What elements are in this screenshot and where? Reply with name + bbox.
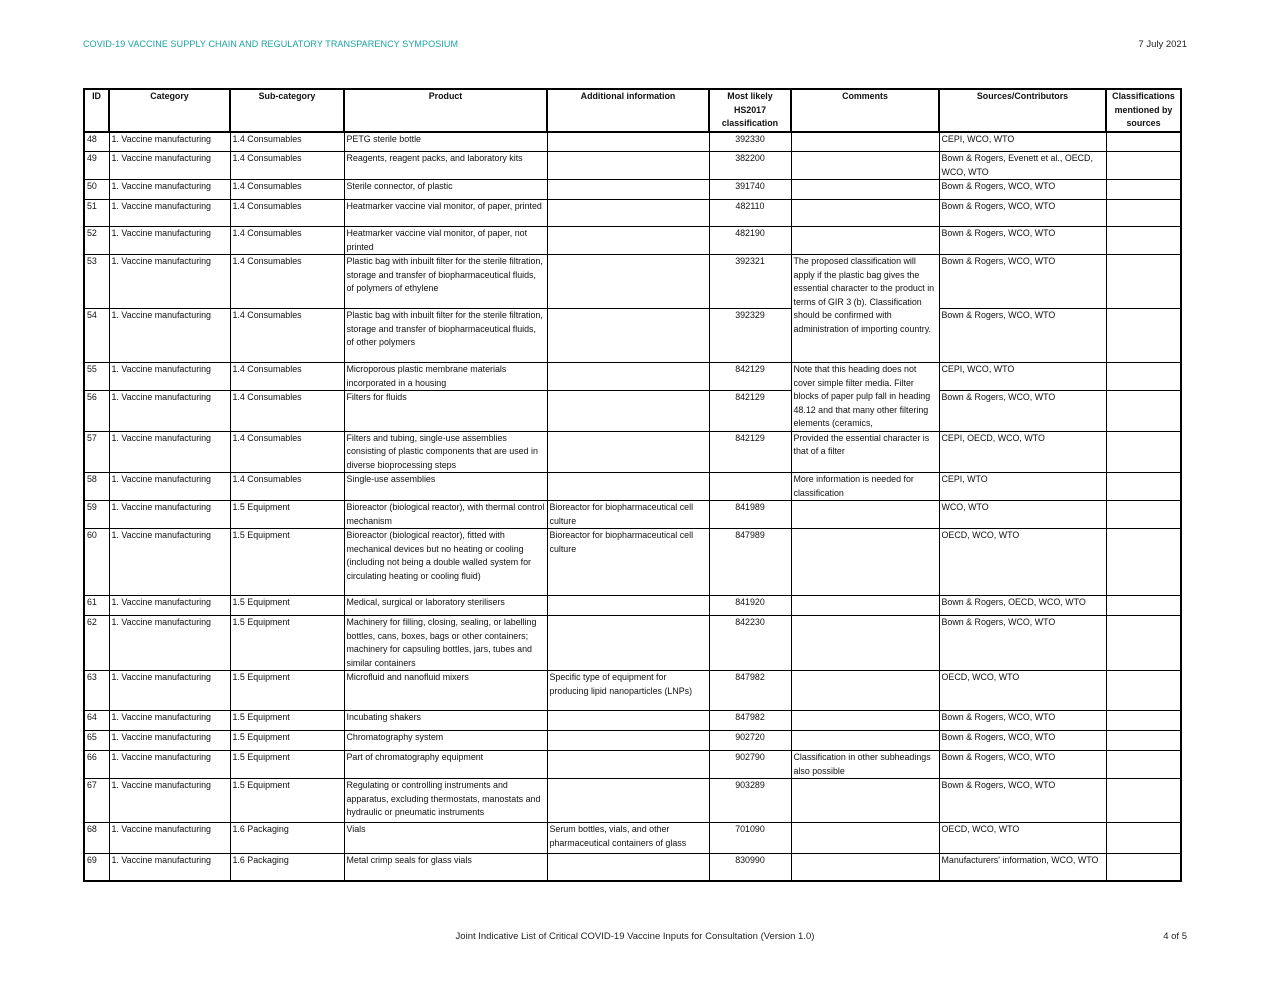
cell-comment: Note that this heading does not cover simple filter media. Filter blocks of paper pulp fall in heading 48.12 and that many other filtering elements (ceramics, — [791, 363, 939, 432]
cell-product: Filters and tubing, single-use assemblies consisting of plastic components that are used in diverse bioprocessing steps — [344, 431, 547, 473]
cell-additional-info — [547, 473, 709, 501]
cell-id: 55 — [84, 363, 109, 391]
cell-classifications — [1106, 309, 1181, 363]
cell-additional-info — [547, 616, 709, 671]
cell-hs-code: 847989 — [709, 529, 791, 596]
cell-comment — [791, 731, 939, 751]
cell-product: Regulating or controlling instruments and apparatus, excluding thermostats, manostats and hydraulic or pneumatic instruments — [344, 779, 547, 823]
cell-subcategory: 1.4 Consumables — [230, 473, 344, 501]
cell-classifications — [1106, 596, 1181, 616]
cell-category: 1. Vaccine manufacturing — [109, 671, 230, 711]
cell-product: Reagents, reagent packs, and laboratory kits — [344, 152, 547, 180]
cell-comment — [791, 823, 939, 854]
cell-comment — [791, 132, 939, 152]
cell-id: 60 — [84, 529, 109, 596]
cell-sources: Bown & Rogers, WCO, WTO — [939, 255, 1106, 309]
cell-additional-info — [547, 596, 709, 616]
cell-category: 1. Vaccine manufacturing — [109, 255, 230, 309]
cell-category: 1. Vaccine manufacturing — [109, 132, 230, 152]
table-header-row — [84, 89, 1181, 132]
cell-additional-info — [547, 309, 709, 363]
col-header-classifications-mentioned: Classifications mentioned by sources — [1106, 89, 1181, 132]
cell-additional-info: Bioreactor for biopharmaceutical cell culture — [547, 501, 709, 529]
table-row — [84, 227, 1181, 255]
cell-comment — [791, 180, 939, 200]
col-header-product: Product — [344, 89, 547, 132]
cell-classifications — [1106, 529, 1181, 596]
cell-hs-code: 842129 — [709, 363, 791, 391]
cell-comment: More information is needed for classification — [791, 473, 939, 501]
cell-subcategory: 1.5 Equipment — [230, 671, 344, 711]
cell-id: 66 — [84, 751, 109, 779]
cell-subcategory: 1.5 Equipment — [230, 779, 344, 823]
cell-hs-code: 841920 — [709, 596, 791, 616]
cell-classifications — [1106, 501, 1181, 529]
cell-additional-info — [547, 180, 709, 200]
cell-classifications — [1106, 823, 1181, 854]
cell-product: Single-use assemblies — [344, 473, 547, 501]
cell-product: Incubating shakers — [344, 711, 547, 731]
cell-sources: CEPI, WCO, WTO — [939, 132, 1106, 152]
table-row — [84, 501, 1181, 529]
cell-category: 1. Vaccine manufacturing — [109, 501, 230, 529]
cell-additional-info — [547, 731, 709, 751]
cell-comment — [791, 227, 939, 255]
running-footer-title: Joint Indicative List of Critical COVID-19 Vaccine Inputs for Consultation (Version 1.0) — [455, 931, 815, 942]
cell-product: Vials — [344, 823, 547, 854]
table-row — [84, 596, 1181, 616]
cell-product: Heatmarker vaccine vial monitor, of paper, printed — [344, 200, 547, 227]
cell-classifications — [1106, 779, 1181, 823]
cell-comment — [791, 152, 939, 180]
cell-category: 1. Vaccine manufacturing — [109, 309, 230, 363]
cell-classifications — [1106, 854, 1181, 881]
col-header-additional-info: Additional information — [547, 89, 709, 132]
cell-additional-info — [547, 132, 709, 152]
cell-classifications — [1106, 255, 1181, 309]
cell-subcategory: 1.4 Consumables — [230, 391, 344, 431]
table-row — [84, 363, 1181, 391]
cell-additional-info — [547, 363, 709, 391]
cell-sources: OECD, WCO, WTO — [939, 529, 1106, 596]
cell-additional-info: Specific type of equipment for producing lipid nanoparticles (LNPs) — [547, 671, 709, 711]
cell-hs-code — [709, 473, 791, 501]
cell-additional-info — [547, 391, 709, 431]
cell-hs-code: 847982 — [709, 711, 791, 731]
cell-hs-code: 842230 — [709, 616, 791, 671]
cell-sources: Bown & Rogers, WCO, WTO — [939, 309, 1106, 363]
table-row — [84, 391, 1181, 431]
cell-classifications — [1106, 431, 1181, 473]
table-row — [84, 854, 1181, 881]
cell-comment: Provided the essential character is that of a filter — [791, 431, 939, 473]
cell-category: 1. Vaccine manufacturing — [109, 391, 230, 431]
cell-hs-code: 902720 — [709, 731, 791, 751]
cell-product: Metal crimp seals for glass vials — [344, 854, 547, 881]
cell-hs-code: 392321 — [709, 255, 791, 309]
page-number: 4 of 5 — [1163, 931, 1187, 942]
cell-additional-info — [547, 751, 709, 779]
cell-id: 59 — [84, 501, 109, 529]
cell-product: Bioreactor (biological reactor), with thermal control mechanism — [344, 501, 547, 529]
cell-subcategory: 1.5 Equipment — [230, 529, 344, 596]
cell-id: 69 — [84, 854, 109, 881]
cell-sources: CEPI, OECD, WCO, WTO — [939, 431, 1106, 473]
cell-id: 63 — [84, 671, 109, 711]
cell-sources: Manufacturers' information, WCO, WTO — [939, 854, 1106, 881]
cell-subcategory: 1.4 Consumables — [230, 227, 344, 255]
cell-sources: Bown & Rogers, WCO, WTO — [939, 180, 1106, 200]
cell-classifications — [1106, 180, 1181, 200]
cell-comment: The proposed classification will apply if the plastic bag gives the essential character to the product in terms of GIR 3 (b). Classification should be confirmed with administration of importing country. — [791, 255, 939, 363]
cell-sources: CEPI, WCO, WTO — [939, 363, 1106, 391]
cell-comment — [791, 711, 939, 731]
cell-subcategory: 1.4 Consumables — [230, 200, 344, 227]
table-row — [84, 529, 1181, 596]
cell-sources: OECD, WCO, WTO — [939, 671, 1106, 711]
cell-comment — [791, 529, 939, 596]
running-header-date: 7 July 2021 — [1138, 39, 1187, 50]
cell-subcategory: 1.6 Packaging — [230, 854, 344, 881]
table-row — [84, 751, 1181, 779]
cell-category: 1. Vaccine manufacturing — [109, 529, 230, 596]
cell-hs-code: 391740 — [709, 180, 791, 200]
cell-category: 1. Vaccine manufacturing — [109, 616, 230, 671]
table-row — [84, 473, 1181, 501]
cell-id: 65 — [84, 731, 109, 751]
cell-product: Medical, surgical or laboratory sterilisers — [344, 596, 547, 616]
cell-id: 62 — [84, 616, 109, 671]
cell-additional-info — [547, 227, 709, 255]
cell-category: 1. Vaccine manufacturing — [109, 823, 230, 854]
table-row — [84, 132, 1181, 152]
cell-sources: Bown & Rogers, WCO, WTO — [939, 227, 1106, 255]
col-header-id: ID — [84, 89, 109, 132]
cell-subcategory: 1.5 Equipment — [230, 751, 344, 779]
cell-product: Part of chromatography equipment — [344, 751, 547, 779]
table-row — [84, 779, 1181, 823]
cell-comment — [791, 200, 939, 227]
cell-product: Bioreactor (biological reactor), fitted with mechanical devices but no heating or cooling (including not being a double walled system for circulating heating or cooling fluid) — [344, 529, 547, 596]
cell-hs-code: 392330 — [709, 132, 791, 152]
cell-product: Machinery for filling, closing, sealing, or labelling bottles, cans, boxes, bags or other containers; machinery for capsuling bottles, jars, tubes and similar containers — [344, 616, 547, 671]
cell-product: Microfluid and nanofluid mixers — [344, 671, 547, 711]
table-row — [84, 180, 1181, 200]
cell-hs-code: 701090 — [709, 823, 791, 854]
cell-category: 1. Vaccine manufacturing — [109, 180, 230, 200]
table-row — [84, 200, 1181, 227]
cell-id: 58 — [84, 473, 109, 501]
cell-product: Sterile connector, of plastic — [344, 180, 547, 200]
cell-hs-code: 903289 — [709, 779, 791, 823]
cell-subcategory: 1.4 Consumables — [230, 255, 344, 309]
cell-category: 1. Vaccine manufacturing — [109, 200, 230, 227]
cell-category: 1. Vaccine manufacturing — [109, 473, 230, 501]
table-row — [84, 616, 1181, 671]
table-row — [84, 823, 1181, 854]
cell-sources: Bown & Rogers, WCO, WTO — [939, 200, 1106, 227]
cell-additional-info — [547, 854, 709, 881]
col-header-category: Category — [109, 89, 230, 132]
cell-subcategory: 1.4 Consumables — [230, 180, 344, 200]
cell-additional-info — [547, 255, 709, 309]
cell-id: 50 — [84, 180, 109, 200]
col-header-sources: Sources/Contributors — [939, 89, 1106, 132]
cell-category: 1. Vaccine manufacturing — [109, 731, 230, 751]
table-row — [84, 671, 1181, 711]
cell-id: 52 — [84, 227, 109, 255]
cell-id: 67 — [84, 779, 109, 823]
cell-sources: Bown & Rogers, WCO, WTO — [939, 779, 1106, 823]
cell-product: Microporous plastic membrane materials incorporated in a housing — [344, 363, 547, 391]
cell-additional-info — [547, 431, 709, 473]
cell-comment — [791, 779, 939, 823]
cell-category: 1. Vaccine manufacturing — [109, 431, 230, 473]
table-row — [84, 255, 1181, 309]
table-row — [84, 309, 1181, 363]
cell-subcategory: 1.4 Consumables — [230, 309, 344, 363]
cell-hs-code: 482110 — [709, 200, 791, 227]
cell-category: 1. Vaccine manufacturing — [109, 711, 230, 731]
cell-category: 1. Vaccine manufacturing — [109, 363, 230, 391]
cell-classifications — [1106, 731, 1181, 751]
cell-additional-info: Serum bottles, vials, and other pharmaceutical containers of glass — [547, 823, 709, 854]
cell-classifications — [1106, 671, 1181, 711]
cell-product: Plastic bag with inbuilt filter for the sterile filtration, storage and transfer of biopharmaceutical fluids, of other polymers — [344, 309, 547, 363]
cell-category: 1. Vaccine manufacturing — [109, 751, 230, 779]
cell-category: 1. Vaccine manufacturing — [109, 854, 230, 881]
cell-subcategory: 1.5 Equipment — [230, 596, 344, 616]
table-row — [84, 152, 1181, 180]
table-row — [84, 731, 1181, 751]
cell-category: 1. Vaccine manufacturing — [109, 152, 230, 180]
cell-id: 57 — [84, 431, 109, 473]
cell-category: 1. Vaccine manufacturing — [109, 596, 230, 616]
cell-sources: Bown & Rogers, Evenett et al., OECD, WCO, WTO — [939, 152, 1106, 180]
col-header-hs-classification: Most likely HS2017 classification — [709, 89, 791, 132]
cell-id: 49 — [84, 152, 109, 180]
cell-product: Chromatography system — [344, 731, 547, 751]
cell-classifications — [1106, 616, 1181, 671]
cell-hs-code: 902790 — [709, 751, 791, 779]
cell-classifications — [1106, 473, 1181, 501]
cell-subcategory: 1.4 Consumables — [230, 363, 344, 391]
cell-classifications — [1106, 363, 1181, 391]
cell-classifications — [1106, 751, 1181, 779]
cell-subcategory: 1.4 Consumables — [230, 152, 344, 180]
cell-subcategory: 1.5 Equipment — [230, 731, 344, 751]
cell-sources: Bown & Rogers, WCO, WTO — [939, 711, 1106, 731]
cell-comment — [791, 501, 939, 529]
cell-id: 61 — [84, 596, 109, 616]
table-row — [84, 431, 1181, 473]
cell-product: Filters for fluids — [344, 391, 547, 431]
cell-category: 1. Vaccine manufacturing — [109, 227, 230, 255]
cell-sources: Bown & Rogers, WCO, WTO — [939, 731, 1106, 751]
cell-hs-code: 842129 — [709, 431, 791, 473]
cell-id: 48 — [84, 132, 109, 152]
cell-sources: Bown & Rogers, OECD, WCO, WTO — [939, 596, 1106, 616]
cell-hs-code: 847982 — [709, 671, 791, 711]
cell-additional-info — [547, 711, 709, 731]
cell-product: Plastic bag with inbuilt filter for the sterile filtration, storage and transfer of biopharmaceutical fluids, of polymers of ethylene — [344, 255, 547, 309]
cell-sources: OECD, WCO, WTO — [939, 823, 1106, 854]
col-header-subcategory: Sub-category — [230, 89, 344, 132]
cell-classifications — [1106, 711, 1181, 731]
cell-hs-code: 392329 — [709, 309, 791, 363]
cell-subcategory: 1.5 Equipment — [230, 616, 344, 671]
cell-hs-code: 382200 — [709, 152, 791, 180]
cell-sources: Bown & Rogers, WCO, WTO — [939, 751, 1106, 779]
cell-comment — [791, 854, 939, 881]
cell-subcategory: 1.5 Equipment — [230, 711, 344, 731]
running-header-title: COVID-19 VACCINE SUPPLY CHAIN AND REGULATORY TRANSPARENCY SYMPOSIUM — [83, 39, 459, 49]
cell-product: PETG sterile bottle — [344, 132, 547, 152]
cell-product: Heatmarker vaccine vial monitor, of paper, not printed — [344, 227, 547, 255]
cell-subcategory: 1.4 Consumables — [230, 431, 344, 473]
cell-id: 53 — [84, 255, 109, 309]
cell-comment — [791, 616, 939, 671]
cell-id: 56 — [84, 391, 109, 431]
cell-hs-code: 842129 — [709, 391, 791, 431]
cell-id: 68 — [84, 823, 109, 854]
cell-comment — [791, 596, 939, 616]
cell-category: 1. Vaccine manufacturing — [109, 779, 230, 823]
cell-subcategory: 1.6 Packaging — [230, 823, 344, 854]
cell-comment: Classification in other subheadings also possible — [791, 751, 939, 779]
cell-comment — [791, 671, 939, 711]
cell-additional-info: Bioreactor for biopharmaceutical cell culture — [547, 529, 709, 596]
cell-subcategory: 1.4 Consumables — [230, 132, 344, 152]
cell-additional-info — [547, 152, 709, 180]
table-row — [84, 711, 1181, 731]
cell-id: 64 — [84, 711, 109, 731]
cell-classifications — [1106, 200, 1181, 227]
cell-sources: WCO, WTO — [939, 501, 1106, 529]
cell-hs-code: 482190 — [709, 227, 791, 255]
cell-classifications — [1106, 132, 1181, 152]
vaccine-inputs-table — [83, 88, 1182, 882]
cell-additional-info — [547, 200, 709, 227]
cell-sources: Bown & Rogers, WCO, WTO — [939, 391, 1106, 431]
cell-classifications — [1106, 152, 1181, 180]
cell-classifications — [1106, 391, 1181, 431]
cell-id: 54 — [84, 309, 109, 363]
cell-subcategory: 1.5 Equipment — [230, 501, 344, 529]
cell-classifications — [1106, 227, 1181, 255]
cell-sources: CEPI, WTO — [939, 473, 1106, 501]
col-header-comments: Comments — [791, 89, 939, 132]
cell-sources: Bown & Rogers, WCO, WTO — [939, 616, 1106, 671]
cell-hs-code: 841989 — [709, 501, 791, 529]
cell-id: 51 — [84, 200, 109, 227]
cell-additional-info — [547, 779, 709, 823]
cell-hs-code: 830990 — [709, 854, 791, 881]
